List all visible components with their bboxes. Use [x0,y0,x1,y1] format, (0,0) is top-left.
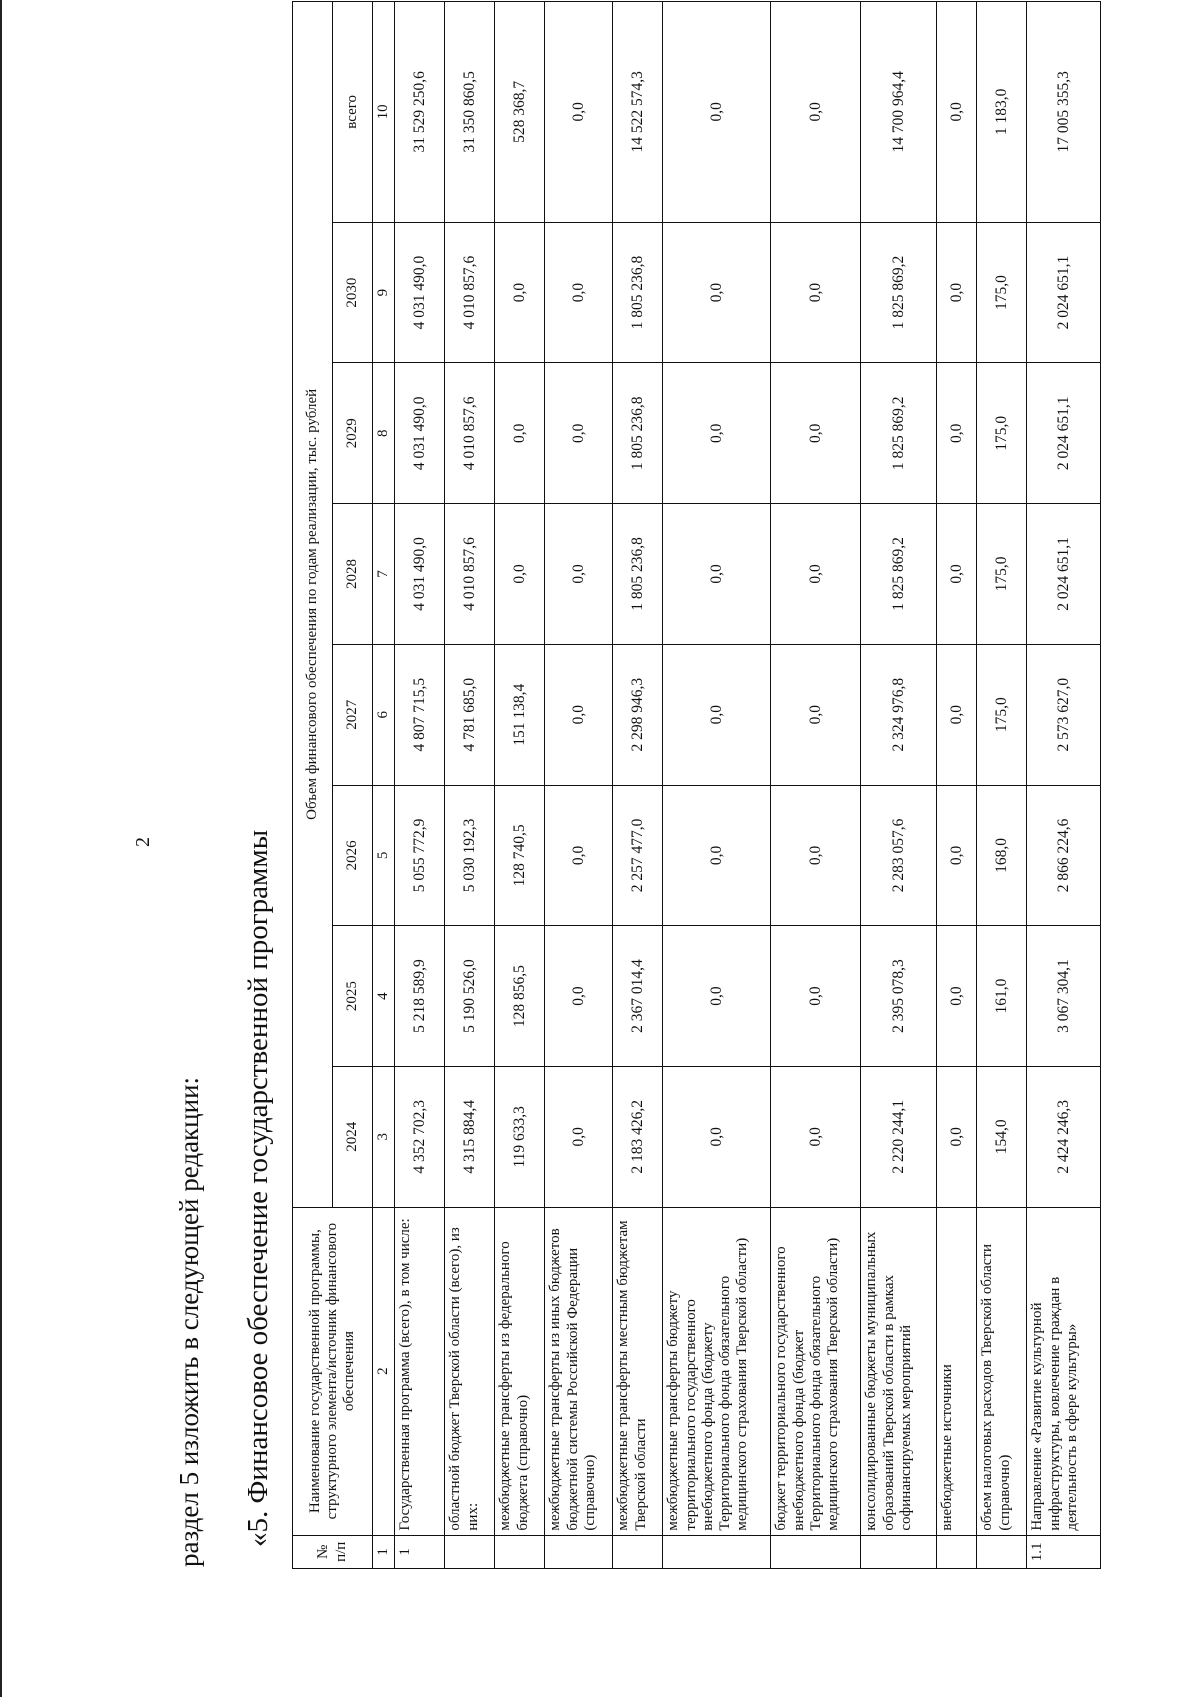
value-cell: 4 031 490,0 [395,504,445,645]
value-cell: 1 805 236,8 [613,504,663,645]
row-name: межбюджетные трансферты из иных бюджетов бюджетной системы Российской Федерации (справочно) [545,1207,613,1535]
value-cell: 0,0 [545,2,613,223]
value-cell: 4 807 715,5 [395,644,445,785]
value-cell: 14 700 964,4 [861,2,937,223]
value-cell: 31 529 250,6 [395,2,445,223]
value-cell: 0,0 [495,504,545,645]
value-cell: 0,0 [545,926,613,1067]
value-cell: 2 866 224,6 [1027,785,1101,926]
value-cell: 4 031 490,0 [395,222,445,363]
table-row [861,2,937,1569]
value-cell: 0,0 [937,363,977,504]
value-cell: 0,0 [545,222,613,363]
row-name: Направление «Развитие культурной инфраструктуры, вовлечение граждан в деятельность в сфере культуры» [1027,1207,1101,1535]
row-name: межбюджетные трансферты из федерального бюджета (справочно) [495,1207,545,1535]
value-cell: 119 633,3 [495,1066,545,1207]
table-row [495,2,545,1569]
header-name: Наименование государственной программы, структурного элемента/источник финансового обеспечения [293,1207,373,1535]
value-cell: 0,0 [663,926,771,1067]
value-cell: 5 218 589,9 [395,926,445,1067]
value-cell: 0,0 [771,644,861,785]
value-cell: 0,0 [771,363,861,504]
row-number [663,1535,771,1568]
value-cell: 1 805 236,8 [613,222,663,363]
column-index-cell: 9 [373,222,395,363]
value-cell: 2 220 244,1 [861,1066,937,1207]
row-number [613,1535,663,1568]
value-cell: 1 825 869,2 [861,504,937,645]
value-cell: 528 368,7 [495,2,545,223]
value-cell: 128 740,5 [495,785,545,926]
value-cell: 2 324 976,8 [861,644,937,785]
header-year: 2028 [333,504,373,645]
value-cell: 0,0 [663,644,771,785]
value-cell: 1 825 869,2 [861,363,937,504]
value-cell: 0,0 [937,1066,977,1207]
value-cell: 0,0 [495,222,545,363]
column-index-cell: 2 [373,1207,395,1535]
column-index-cell: 8 [373,363,395,504]
value-cell: 175,0 [977,644,1027,785]
row-number [937,1535,977,1568]
value-cell: 4 352 702,3 [395,1066,445,1207]
row-name: межбюджетные трансферты местным бюджетам Тверской области [613,1207,663,1535]
table-row [1027,2,1101,1569]
value-cell: 2 573 627,0 [1027,644,1101,785]
value-cell: 2 395 078,3 [861,926,937,1067]
column-index-cell: 7 [373,504,395,645]
value-cell: 1 825 869,2 [861,222,937,363]
value-cell: 4 010 857,6 [445,222,495,363]
value-cell: 2 257 477,0 [613,785,663,926]
value-cell: 175,0 [977,363,1027,504]
row-number [545,1535,613,1568]
value-cell: 5 055 772,9 [395,785,445,926]
table-row [771,2,861,1569]
row-number: 1 [395,1535,445,1568]
value-cell: 2 183 426,2 [613,1066,663,1207]
value-cell: 0,0 [545,785,613,926]
column-index-cell: 5 [373,785,395,926]
table-row [663,2,771,1569]
column-index-cell: 6 [373,644,395,785]
section-title: «5. Финансовое обеспечение государственной программы [242,829,274,1547]
value-cell: 0,0 [937,2,977,223]
value-cell: 5 030 192,3 [445,785,495,926]
value-cell: 0,0 [771,1066,861,1207]
value-cell: 175,0 [977,222,1027,363]
value-cell: 0,0 [545,504,613,645]
header-year: всего [333,2,373,223]
value-cell: 2 024 651,1 [1027,363,1101,504]
value-cell: 31 350 860,5 [445,2,495,223]
row-name: внебюджетные источники [937,1207,977,1535]
table-row [613,2,663,1569]
column-index-cell: 1 [373,1535,395,1568]
table-row [977,2,1027,1569]
value-cell: 0,0 [663,785,771,926]
value-cell: 2 024 651,1 [1027,504,1101,645]
value-cell: 175,0 [977,504,1027,645]
row-number: 1.1 [1027,1535,1101,1568]
value-cell: 0,0 [771,785,861,926]
row-name: консолидированные бюджеты муниципальных образований Тверской области в рамках софинансируемых мероприятий [861,1207,937,1535]
value-cell: 2 298 946,3 [613,644,663,785]
table-row [545,2,613,1569]
header-year: 2027 [333,644,373,785]
intro-text: раздел 5 изложить в следующей редакции: [174,1076,204,1567]
value-cell: 4 010 857,6 [445,504,495,645]
value-cell: 0,0 [771,504,861,645]
row-number [771,1535,861,1568]
value-cell: 0,0 [937,785,977,926]
value-cell: 17 005 355,3 [1027,2,1101,223]
table-row [445,2,495,1569]
value-cell: 0,0 [663,504,771,645]
row-number [445,1535,495,1568]
row-number [495,1535,545,1568]
table-row [937,2,977,1569]
header-year: 2025 [333,926,373,1067]
page-number: 2 [132,837,154,847]
value-cell: 5 190 526,0 [445,926,495,1067]
row-name: Государственная программа (всего), в том числе: [395,1207,445,1535]
value-cell: 0,0 [663,222,771,363]
header-group: Объем финансового обеспечения по годам реализации, тыс. рублей [293,2,333,1208]
column-index-cell: 3 [373,1066,395,1207]
row-name: объем налоговых расходов Тверской области (справочно) [977,1207,1027,1535]
header-year: 2026 [333,785,373,926]
header-year: 2029 [333,363,373,504]
row-name: бюджет территориального государственного внебюджетного фонда (бюджет Территориального фонда обязательного медицинского страхования Тверской области) [771,1207,861,1535]
column-index-cell: 4 [373,926,395,1067]
value-cell: 1 183,0 [977,2,1027,223]
value-cell: 0,0 [545,1066,613,1207]
value-cell: 161,0 [977,926,1027,1067]
row-number [977,1535,1027,1568]
value-cell: 3 067 304,1 [1027,926,1101,1067]
value-cell: 168,0 [977,785,1027,926]
value-cell: 0,0 [771,926,861,1067]
value-cell: 2 367 014,4 [613,926,663,1067]
financing-table [292,1,1101,1569]
value-cell: 154,0 [977,1066,1027,1207]
value-cell: 4 031 490,0 [395,363,445,504]
row-name: межбюджетные трансферты бюджету территориального государственного внебюджетного фонда (бюджету Территориального фонда обязательного медицинского страхования Тверской области) [663,1207,771,1535]
value-cell: 0,0 [545,644,613,785]
column-index-cell: 10 [373,2,395,223]
table-row [395,2,445,1569]
row-name: областной бюджет Тверской области (всего), из них: [445,1207,495,1535]
value-cell: 2 424 246,3 [1027,1066,1101,1207]
value-cell: 0,0 [771,2,861,223]
value-cell: 0,0 [937,926,977,1067]
value-cell: 4 781 685,0 [445,644,495,785]
value-cell: 1 805 236,8 [613,363,663,504]
value-cell: 2 283 057,6 [861,785,937,926]
value-cell: 151 138,4 [495,644,545,785]
value-cell: 2 024 651,1 [1027,222,1101,363]
value-cell: 0,0 [663,1066,771,1207]
value-cell: 4 315 884,4 [445,1066,495,1207]
header-num: № п/п [293,1535,373,1568]
value-cell: 14 522 574,3 [613,2,663,223]
value-cell: 0,0 [937,222,977,363]
value-cell: 0,0 [937,644,977,785]
value-cell: 0,0 [937,504,977,645]
value-cell: 0,0 [545,363,613,504]
value-cell: 128 856,5 [495,926,545,1067]
value-cell: 0,0 [771,222,861,363]
value-cell: 0,0 [495,363,545,504]
value-cell: 0,0 [663,363,771,504]
row-number [861,1535,937,1568]
header-year: 2024 [333,1066,373,1207]
value-cell: 4 010 857,6 [445,363,495,504]
header-year: 2030 [333,222,373,363]
value-cell: 0,0 [663,2,771,223]
